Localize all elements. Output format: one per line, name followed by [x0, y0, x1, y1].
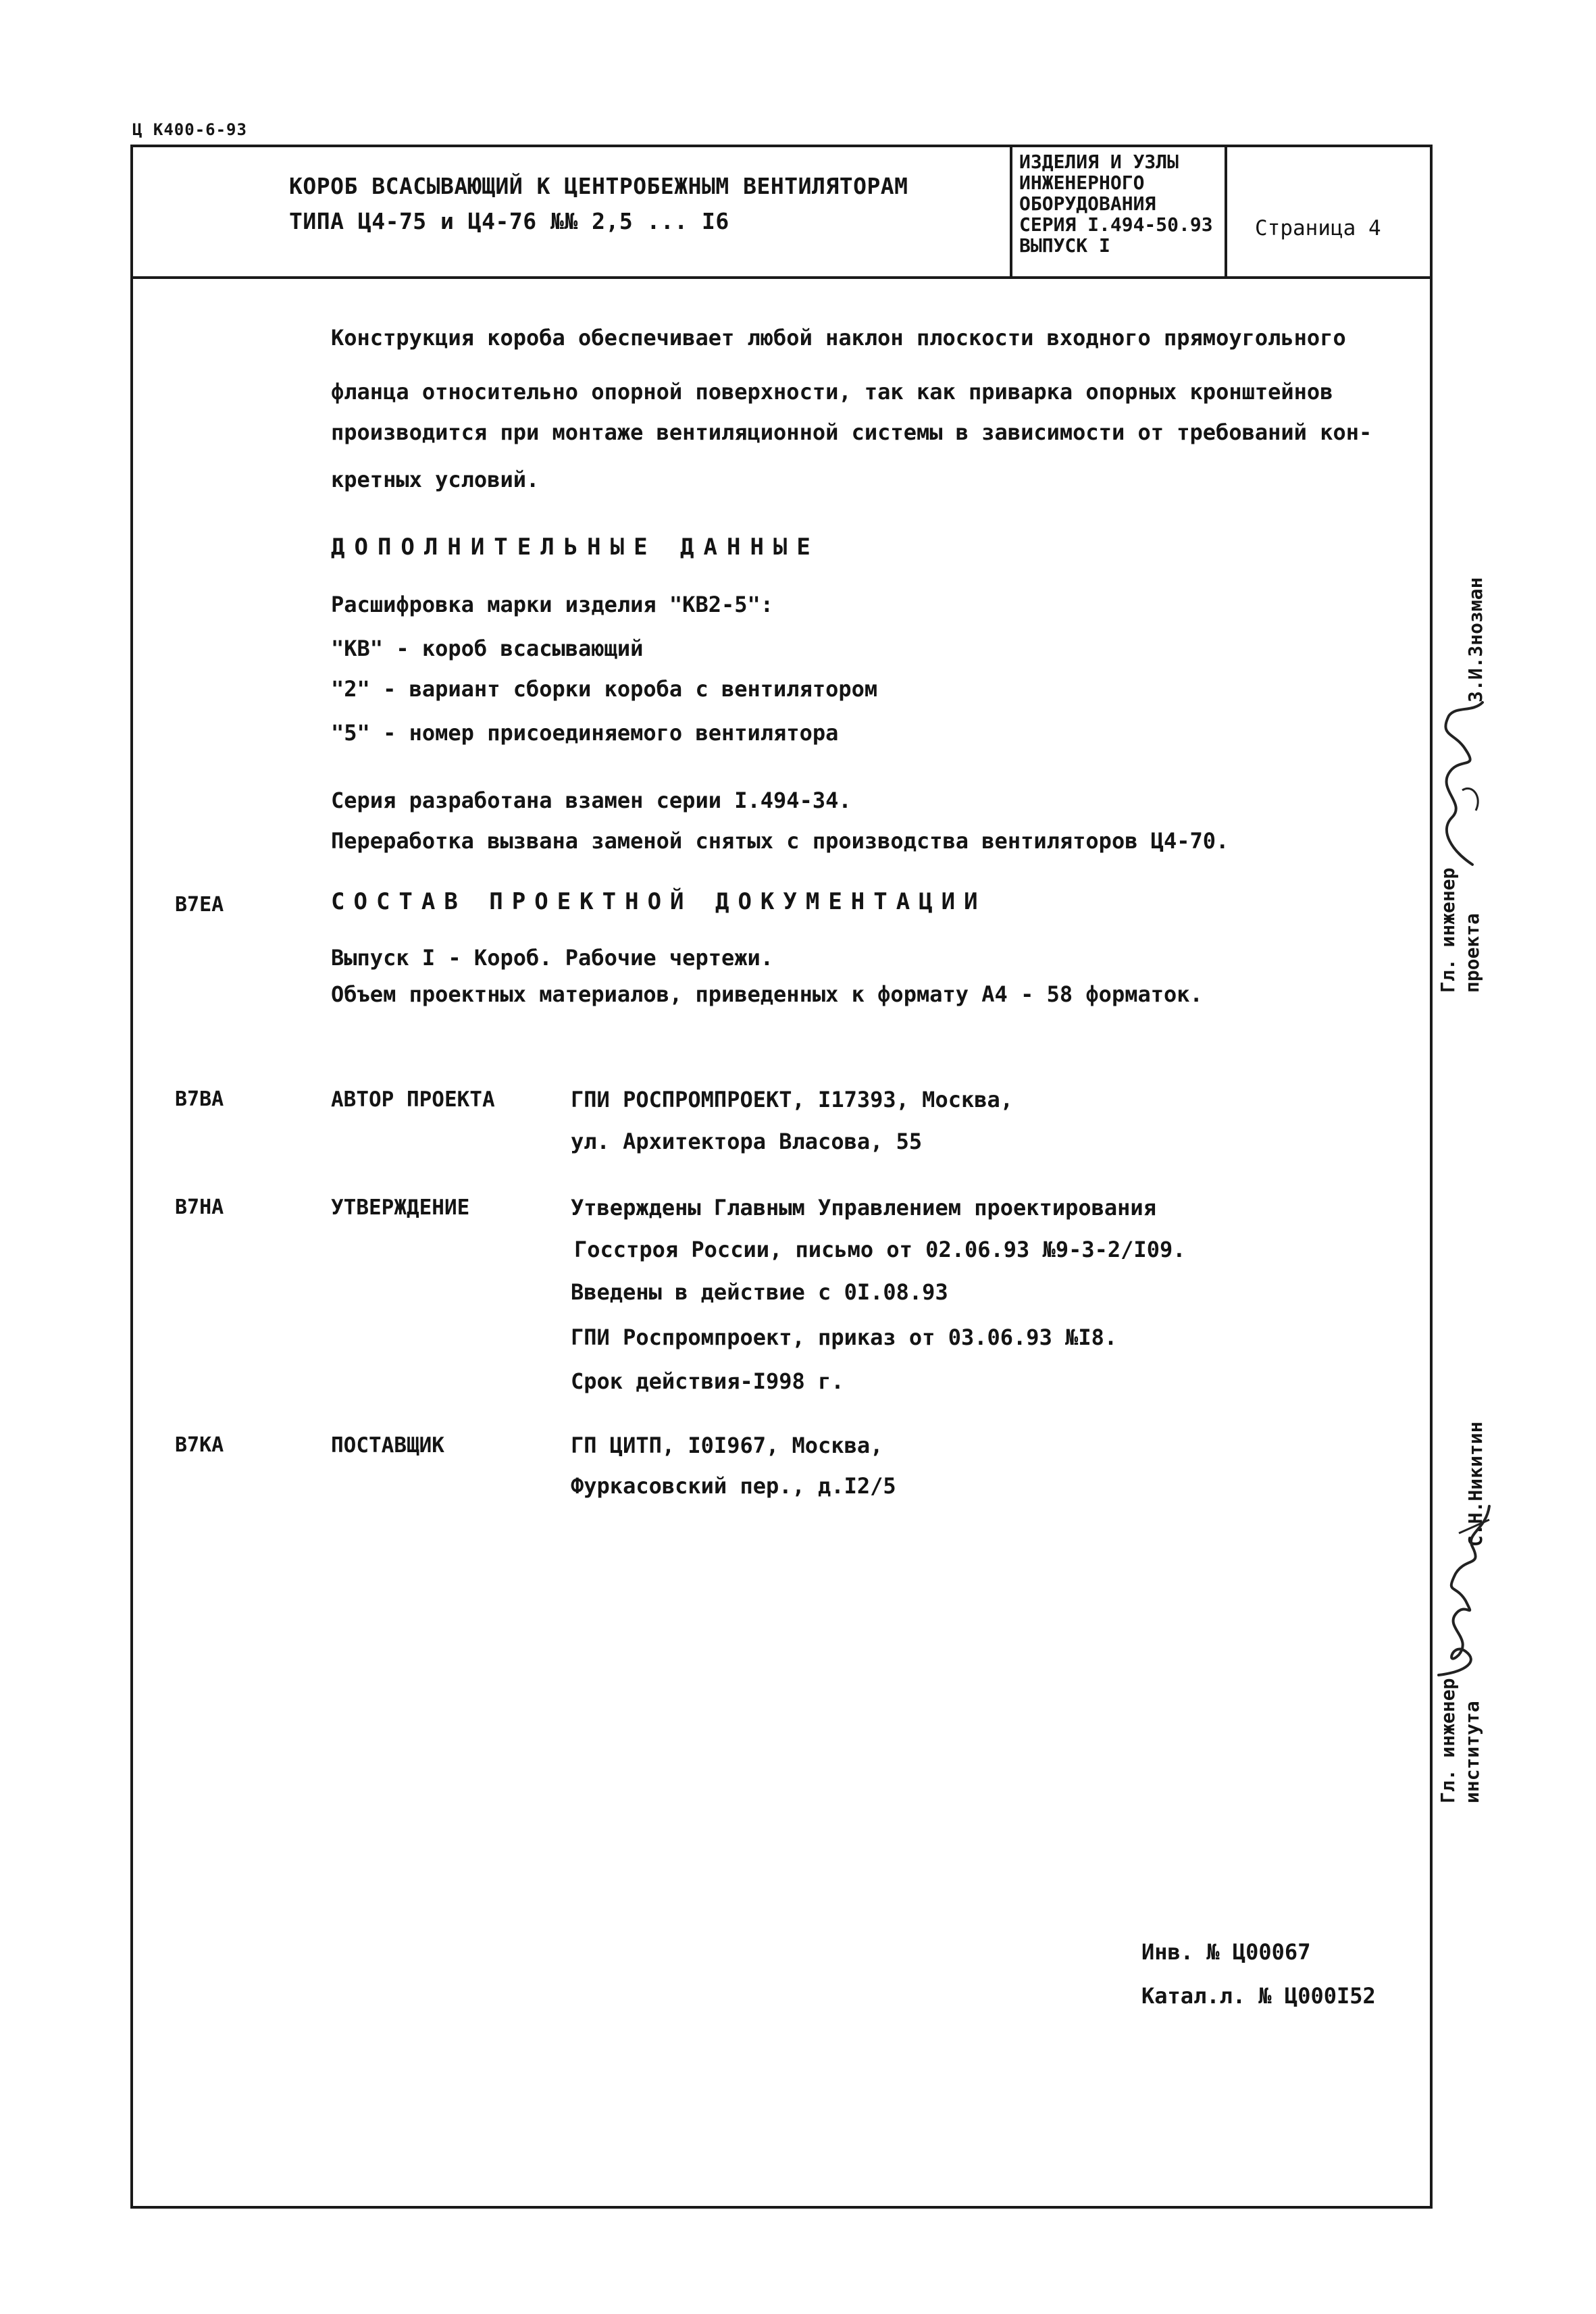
page-number: Страница 4 [1255, 216, 1381, 240]
series-note-1: Серия разработана взамен серии I.494-34. [331, 788, 852, 813]
approval-code: В7НА [175, 1195, 224, 1219]
chief-institute-signature [1425, 1493, 1499, 1689]
chief-institute-line-2: института [1461, 1701, 1483, 1803]
approval-label: УТВЕРЖДЕНИЕ [331, 1195, 470, 1220]
author-label: АВТОР ПРОЕКТА [331, 1087, 495, 1112]
chief-project-title [1436, 868, 1485, 993]
composition-heading: СОСТАВ ПРОЕКТНОЙ ДОКУМЕНТАЦИИ [331, 888, 987, 915]
series-line-4: СЕРИЯ I.494-50.93 [1019, 213, 1213, 236]
additional-heading: ДОПОЛНИТЕЛЬНЫЕ ДАННЫЕ [331, 534, 820, 561]
supplier-line-2: Фуркасовский пер., д.I2/5 [571, 1473, 896, 1499]
page-frame [130, 145, 1433, 2209]
composition-line-1: Выпуск I - Короб. Рабочие чертежи. [331, 945, 774, 971]
chief-project-name: З.И.Знозман [1464, 577, 1487, 702]
intro-line-3: производится при монтаже вентиляционной системы в зависимости от требований кон- [331, 419, 1372, 445]
composition-line-2: Объем проектных материалов, приведенных к формату А4 - 58 форматок. [331, 981, 1203, 1007]
author-code: В7ВА [175, 1087, 224, 1111]
intro-line-2: фланца относительно опорной поверхности, так как приварка опорных кронштейнов [331, 379, 1333, 405]
series-line-1: ИЗДЕЛИЯ И УЗЛЫ [1019, 151, 1179, 173]
document-title [289, 169, 908, 239]
series-info [1019, 151, 1213, 256]
intro-line-1: Конструкция короба обеспечивает любой наклон плоскости входного прямоугольного [331, 325, 1346, 351]
chief-institute-title [1436, 1678, 1485, 1803]
series-line-5: ВЫПУСК I [1019, 234, 1110, 257]
decode-item-3: "5" - номер присоединяемого вентилятора [331, 720, 839, 746]
chief-project-signature [1425, 696, 1493, 871]
title-line-2: ТИПА Ц4-75 и Ц4-76 №№ 2,5 ... I6 [289, 208, 729, 234]
composition-code: В7ЕА [175, 893, 224, 917]
chief-project-line-1: Гл. инженер [1437, 867, 1459, 993]
decode-item-2: "2" - вариант сборки короба с вентилятором [331, 676, 878, 702]
author-line-2: ул. Архитектора Власова, 55 [571, 1129, 923, 1154]
decode-item-1: "КВ" - короб всасывающий [331, 636, 644, 661]
series-line-2: ИНЖЕНЕРНОГО [1019, 172, 1145, 194]
series-note-2: Переработка вызвана заменой снятых с производства вентиляторов Ц4-70. [331, 828, 1229, 854]
intro-line-4: кретных условий. [331, 467, 540, 492]
catalog-number: Катал.л. № Ц000I52 [1141, 1983, 1376, 2009]
approval-line-5: Срок действия-I998 г. [571, 1368, 844, 1394]
decode-title: Расшифровка марки изделия "КВ2-5": [331, 592, 774, 617]
approval-line-4: ГПИ Роспромпроект, приказ от 03.06.93 №I8. [571, 1325, 1118, 1350]
inventory-number: Инв. № Ц00067 [1141, 1939, 1311, 1965]
approval-line-3: Введены в действие с 0I.08.93 [571, 1279, 948, 1305]
approval-line-1: Утверждены Главным Управлением проектирования [571, 1195, 1156, 1220]
chief-institute-name: С.Н.Никитин [1464, 1421, 1487, 1547]
title-line-1: КОРОБ ВСАСЫВАЮЩИЙ К ЦЕНТРОБЕЖНЫМ ВЕНТИЛЯТОРАМ [289, 173, 908, 199]
supplier-line-1: ГП ЦИТП, I0I967, Москва, [571, 1433, 883, 1458]
document-code: Ц К400-6-93 [132, 120, 247, 139]
author-line-1: ГПИ РОСПРОМПРОЕКТ, I17393, Москва, [571, 1087, 1014, 1112]
chief-institute-line-1: Гл. инженер [1437, 1678, 1459, 1803]
supplier-label: ПОСТАВЩИК [331, 1433, 444, 1458]
series-line-3: ОБОРУДОВАНИЯ [1019, 192, 1156, 215]
chief-project-line-2: проекта [1461, 912, 1483, 993]
supplier-code: В7КА [175, 1433, 224, 1457]
approval-line-2: Госстроя России, письмо от 02.06.93 №9-3-2/I09. [574, 1237, 1186, 1262]
